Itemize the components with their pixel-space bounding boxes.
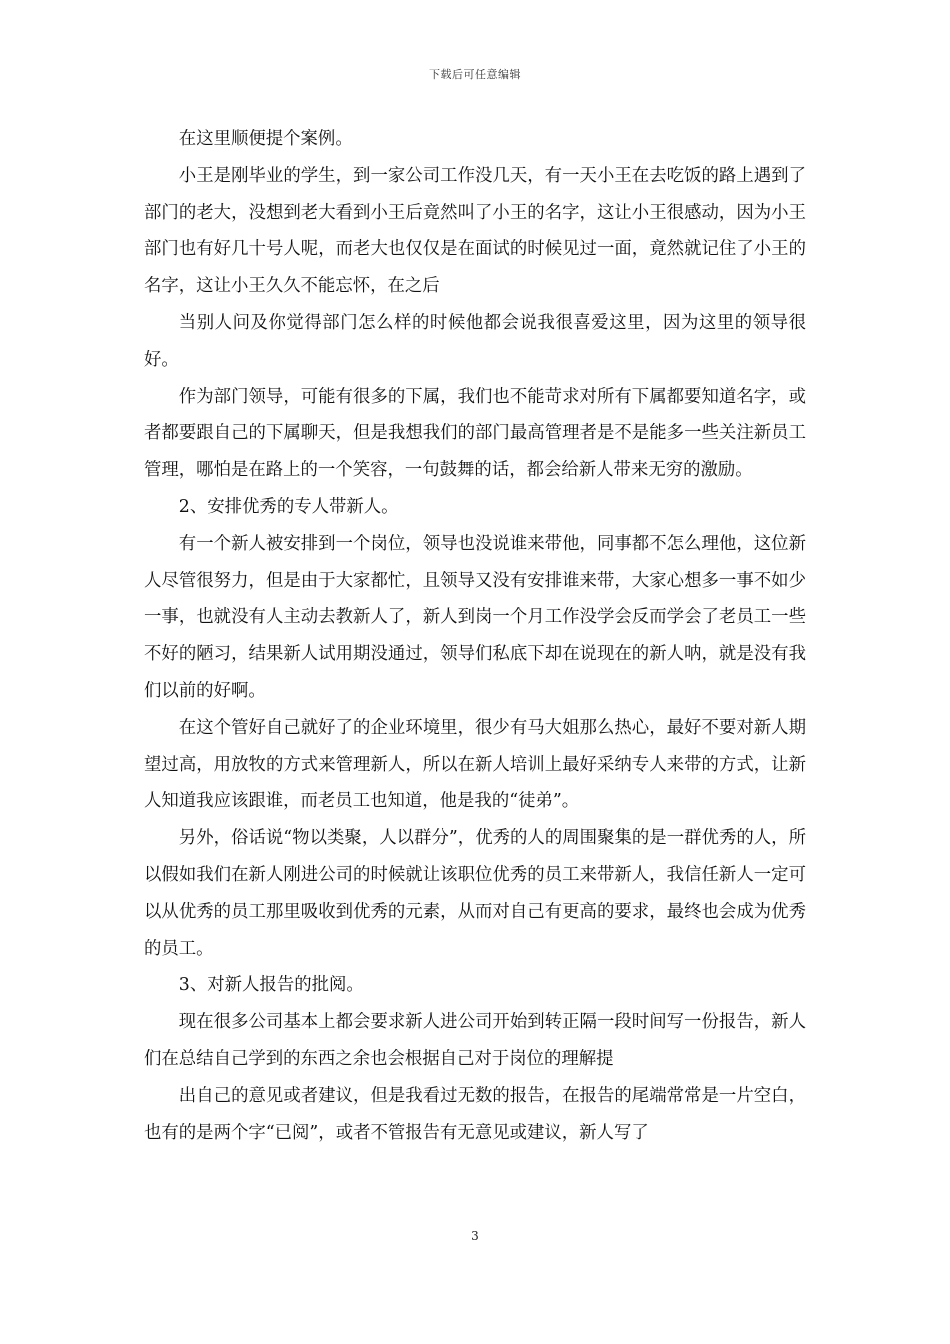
section-heading: 2、安排优秀的专人带新人。 — [178, 496, 399, 517]
paragraph: 有一个新人被安排到一个岗位，领导也没说谁来带他，同事都不怎么理他，这位新人尽管很努力，但是由于大家都忙，且领导又没有安排谁来带，大家心想多一事不如少一事，也就没有人主动去教新人了，新人到岗一个月工作没学会反而学会了老员工一些不好的陋习，结果新人试用期没通过，领导们私底下却在说现在的新人呐，就是没有我们以前的好啊。 — [144, 533, 806, 701]
section-heading: 3、对新人报告的批阅。 — [178, 975, 364, 996]
paragraph: 出自己的意见或者建议，但是我看过无数的报告，在报告的尾端常常是一片空白，也有的是两个字“已阅”，或者不管报告有无意见或建议，新人写了 — [144, 1085, 806, 1143]
paragraph: 小王是刚毕业的学生，到一家公司工作没几天，有一天小王在去吃饭的路上遇到了部门的老大，没想到老大看到小王后竟然叫了小王的名字，这让小王很感动，因为小王部门也有好几十号人呢，而老大也仅仅是在面试的时候见过一面，竟然就记住了小王的名字，这让小王久久不能忘怀，在之后 — [144, 165, 806, 297]
document-body — [144, 121, 806, 1151]
paragraph: 作为部门领导，可能有很多的下属，我们也不能苛求对所有下属都要知道名字，或者都要跟自己的下属聊天，但是我想我们的部门最高管理者是不是能多一些关注新员工管理，哪怕是在路上的一个笑容，一句鼓舞的话，都会给新人带来无穷的激励。 — [144, 386, 806, 481]
paragraph: 当别人问及你觉得部门怎么样的时候他都会说我很喜爱这里，因为这里的领导很好。 — [144, 312, 806, 370]
paragraph: 现在很多公司基本上都会要求新人进公司开始到转正隔一段时间写一份报告，新人们在总结自己学到的东西之余也会根据自己对于岗位的理解提 — [144, 1012, 806, 1069]
page-number: 3 — [471, 1229, 479, 1243]
paragraph: 在这里顺便提个案例。 — [178, 129, 353, 149]
page-header: 下载后可任意编辑 — [429, 68, 521, 81]
paragraph: 另外，俗话说“物以类聚，人以群分”，优秀的人的周围聚集的是一群优秀的人，所以假如我们在新人刚进公司的时候就让该职位优秀的员工来带新人，我信任新人一定可以从优秀的员工那里吸收到优秀的元素，从而对自己有更高的要求，最终也会成为优秀的员工。 — [144, 828, 806, 959]
paragraph: 在这个管好自己就好了的企业环境里，很少有马大姐那么热心，最好不要对新人期望过高，用放牧的方式来管理新人，所以在新人培训上最好采纳专人来带的方式，让新人知道我应该跟谁，而老员工也知道，他是我的“徒弟”。 — [144, 717, 806, 812]
